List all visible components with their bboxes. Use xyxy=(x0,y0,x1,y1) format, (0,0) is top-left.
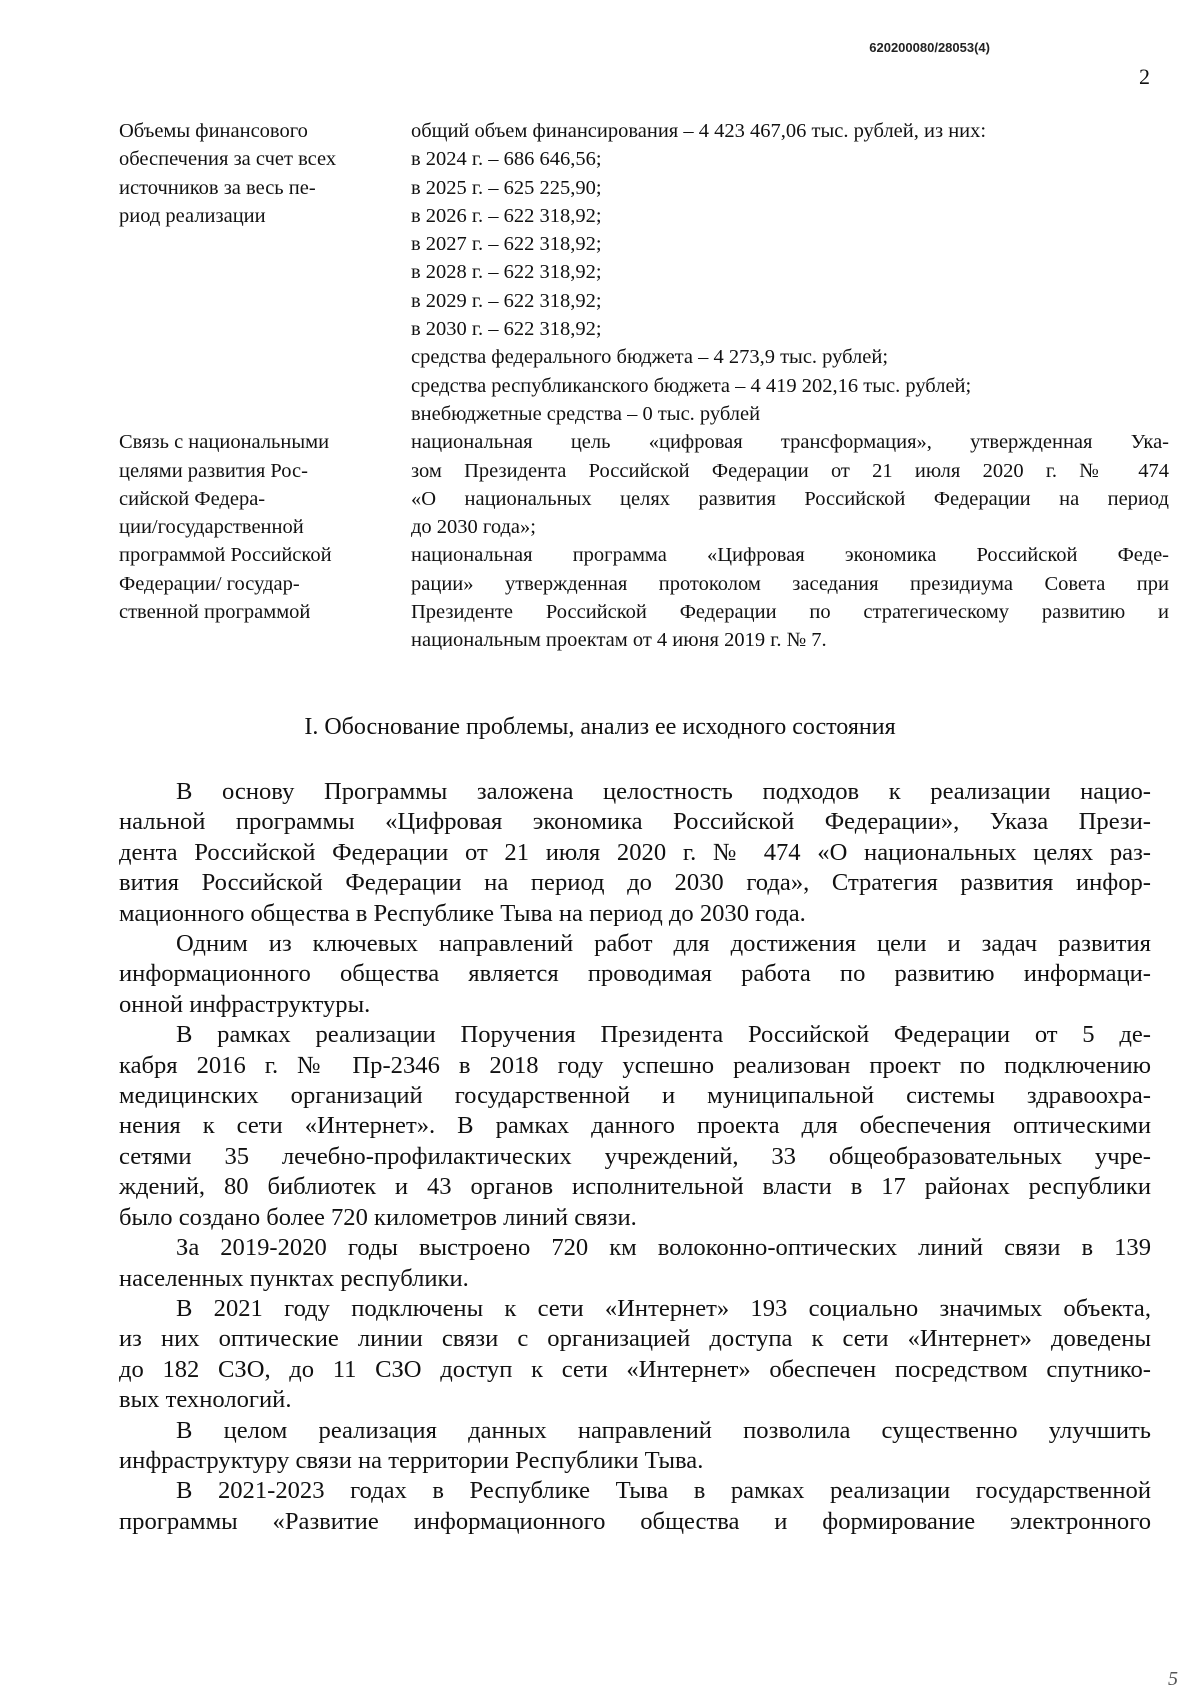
paragraph-line: вития Российской Федерации на период до 2030 года», Стратегия развития инфор- xyxy=(119,869,1151,897)
label-line: источников за весь пе- xyxy=(119,176,316,199)
value-line: зом Президента Российской Федерации от 21 июля 2020 г. № 474 xyxy=(411,459,1169,482)
paragraph-line: Одним из ключевых направлений работ для достижения цели и задач развития xyxy=(176,930,1151,958)
label-line: целями развития Рос- xyxy=(119,459,308,482)
paragraph-line: В 2021 году подключены к сети «Интернет» 193 социально значимых объекта, xyxy=(176,1294,1151,1322)
paragraph-line: За 2019-2020 годы выстроено 720 км волоконно-оптических линий связи в 139 xyxy=(176,1234,1151,1262)
paragraph-line: онной инфраструктуры. xyxy=(119,990,371,1018)
paragraph-line: нения к сети «Интернет». В рамках данного проекта для обеспечения оптическими xyxy=(119,1112,1151,1140)
label-line: Связь с национальными xyxy=(119,431,330,454)
paragraph-line: нальной программы «Цифровая экономика Российской Федерации», Указа Прези- xyxy=(119,808,1151,836)
paragraph-line: было создано более 720 километров линий связи. xyxy=(119,1203,637,1231)
value-line: в 2029 г. – 622 318,92; xyxy=(411,289,602,312)
value-line: в 2027 г. – 622 318,92; xyxy=(411,233,602,256)
document-code: 620200080/28053(4) xyxy=(869,40,990,55)
paragraph-line: из них оптические линии связи с организацией доступа к сети «Интернет» доведены xyxy=(119,1325,1151,1353)
label-line: сийской Федера- xyxy=(119,487,266,510)
value-line: в 2030 г. – 622 318,92; xyxy=(411,318,602,341)
national-goals-label xyxy=(119,428,411,654)
national-goals-value xyxy=(411,428,1169,654)
label-line: обеспечения за счет всех xyxy=(119,148,337,171)
paragraph-line: информационного общества является проводимая работа по развитию информаци- xyxy=(119,960,1151,988)
value-line: внебюджетные средства – 0 тыс. рублей xyxy=(411,402,761,425)
paragraph-line: медицинских организаций государственной и муниципальной системы здравоохра- xyxy=(119,1082,1151,1110)
value-line: Президенте Российской Федерации по стратегическому развитию и xyxy=(411,601,1169,624)
paragraph-line: ждений, 80 библиотек и 43 органов исполнительной власти в 17 районах республики xyxy=(119,1173,1151,1201)
paragraph-line: В рамках реализации Поручения Президента Российской Федерации от 5 де- xyxy=(176,1021,1151,1049)
label-line: риод реализации xyxy=(119,204,266,227)
page-number: 2 xyxy=(1139,64,1150,89)
paragraph-line: В основу Программы заложена целостность подходов к реализации нацио- xyxy=(176,778,1151,805)
paragraph-line: дента Российской Федерации от 21 июля 2020 г. № 474 «О национальных целях раз- xyxy=(119,838,1151,866)
label-line: ции/государственной xyxy=(119,516,304,539)
label-line: Федерации/ государ- xyxy=(119,572,300,595)
paragraph-line: мационного общества в Республике Тыва на период до 2030 года. xyxy=(119,899,806,927)
financing-row xyxy=(119,117,1169,428)
financing-label xyxy=(119,117,411,428)
value-line: в 2028 г. – 622 318,92; xyxy=(411,261,602,284)
national-goals-row xyxy=(119,428,1169,654)
paragraph-line: программы «Развитие информационного общества и формирование электронного xyxy=(119,1507,1151,1535)
value-line: средства федерального бюджета – 4 273,9 тыс. рублей; xyxy=(411,346,889,369)
paragraph-line: сетями 35 лечебно-профилактических учреждений, 33 общеобразовательных учре- xyxy=(119,1142,1151,1170)
value-line: в 2024 г. – 686 646,56; xyxy=(411,148,602,171)
financing-value xyxy=(411,117,1169,428)
label-line: ственной программой xyxy=(119,601,311,624)
handwritten-mark: 5 xyxy=(1168,1668,1178,1690)
paragraph-line: вых технологий. xyxy=(119,1386,292,1414)
value-line: «О национальных целях развития Российской Федерации на период xyxy=(411,487,1169,510)
label-line: программой Российской xyxy=(119,544,332,567)
paragraph-line: кабря 2016 г. № Пр-2346 в 2018 году успешно реализован проект по подключению xyxy=(119,1051,1151,1079)
paragraph-line: В 2021-2023 годах в Республике Тыва в рамках реализации государственной xyxy=(176,1477,1151,1505)
value-line: национальная цель «цифровая трансформация», утвержденная Ука- xyxy=(411,431,1169,454)
value-line: общий объем финансирования – 4 423 467,06 тыс. рублей, из них: xyxy=(411,120,987,142)
section-title: I. Обоснование проблемы, анализ ее исходного состояния xyxy=(304,714,896,740)
paragraph-line: населенных пунктах республики. xyxy=(119,1264,469,1292)
value-line: средства республиканского бюджета – 4 419 202,16 тыс. рублей; xyxy=(411,374,972,397)
value-line: рации» утвержденная протоколом заседания президиума Совета при xyxy=(411,572,1169,595)
passport-table xyxy=(119,117,1169,655)
value-line: в 2026 г. – 622 318,92; xyxy=(411,204,602,227)
value-line: в 2025 г. – 625 225,90; xyxy=(411,176,602,199)
value-line: до 2030 года»; xyxy=(411,516,536,539)
body-text xyxy=(119,777,1151,1537)
value-line: национальная программа «Цифровая экономика Российской Феде- xyxy=(411,544,1169,567)
paragraph-line: до 182 СЗО, до 11 СЗО доступ к сети «Интернет» обеспечен посредством спутнико- xyxy=(119,1355,1151,1383)
paragraph-line: В целом реализация данных направлений позволила существенно улучшить xyxy=(176,1416,1151,1444)
value-line: национальным проектам от 4 июня 2019 г. № 7. xyxy=(411,629,827,652)
paragraph-line: инфраструктуру связи на территории Республики Тыва. xyxy=(119,1446,704,1474)
label-line: Объемы финансового xyxy=(119,120,308,142)
